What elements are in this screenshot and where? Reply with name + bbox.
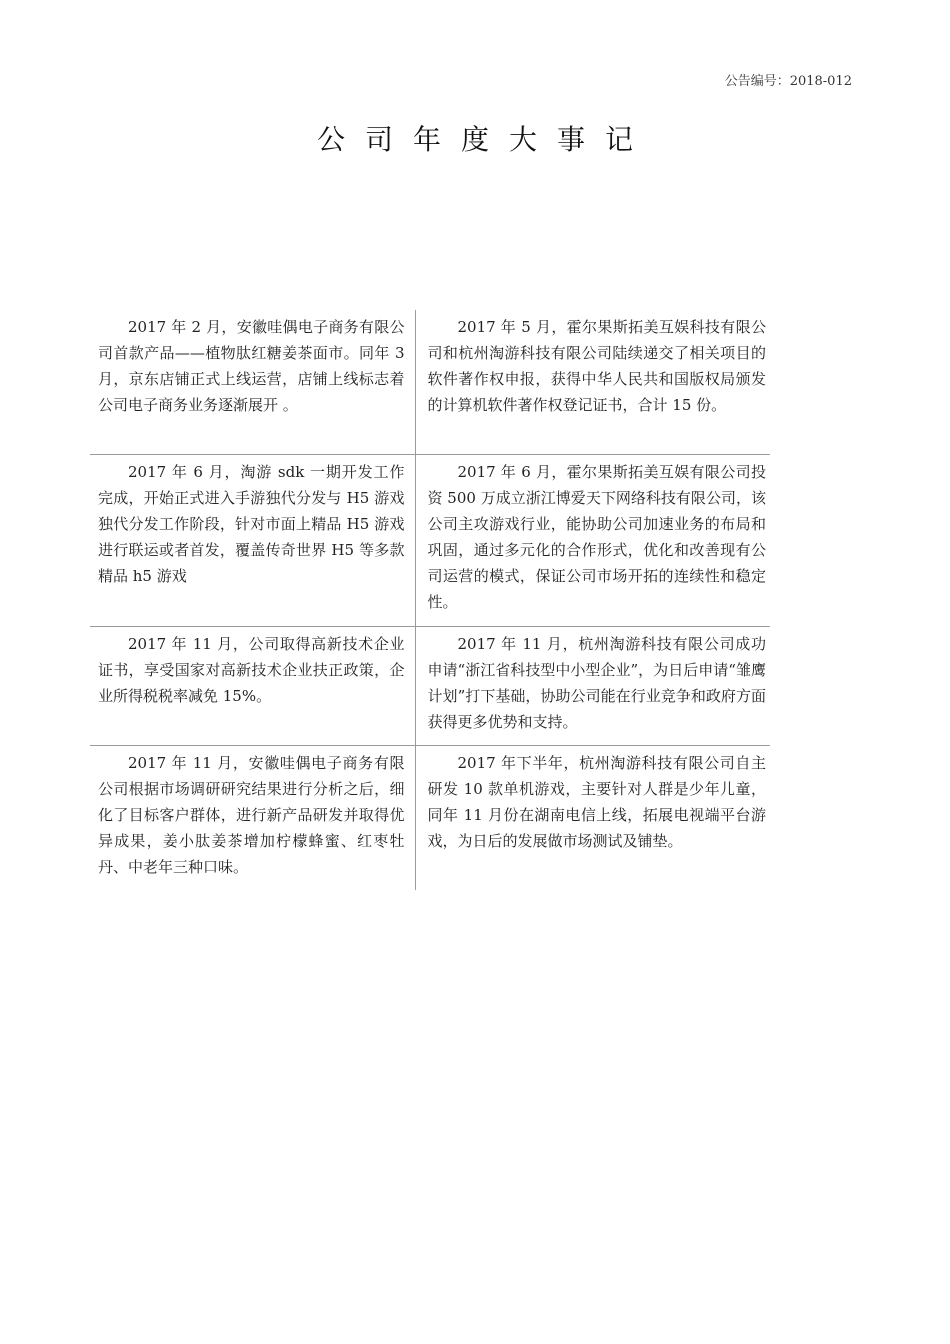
document-number: 公告编号：2018-012 xyxy=(724,74,852,89)
table-row xyxy=(90,454,770,626)
table-row xyxy=(90,626,770,745)
event-cell-right: 2017 年下半年，杭州淘游科技有限公司自主研发 10 款单机游戏，主要针对人群是少年儿童，同年 11 月份在湖南电信上线，拓展电视端平台游戏，为日后的发展做市场测试及铺垫。 xyxy=(415,745,770,890)
event-cell-right: 2017 年 5 月，霍尔果斯拓美互娱科技有限公司和杭州淘游科技有限公司陆续递交了相关项目的软件著作权申报，获得中华人民共和国版权局颁发的计算机软件著作权登记证书，合计 15 份。 xyxy=(427,318,766,414)
event-cell-left: 2017 年 11 月，公司取得高新技术企业证书，享受国家对高新技术企业扶正政策，企业所得税税率减免 15%。 xyxy=(90,626,415,745)
event-cell-left: 2017 年 6 月，淘游 sdk 一期开发工作完成，开始正式进入手游独代分发与 H5 游戏独代分发工作阶段，针对市面上精品 H5 游戏进行联运或者首发，覆盖传奇世界 H5 等多款精品 h5 游戏 xyxy=(90,454,415,626)
event-cell-right: 2017 年 6 月，霍尔果斯拓美互娱有限公司投资 500 万成立浙江博爱天下网络科技有限公司，该公司主攻游戏行业，能协助公司加速业务的布局和巩固，通过多元化的合作形式，优化和改善现有公司运营的模式，保证公司市场开拓的连续性和稳定性。 xyxy=(415,454,770,626)
table-row xyxy=(90,745,770,890)
page-title: 公司年度大事记 xyxy=(316,123,653,156)
event-cell-left: 2017 年 11 月，安徽哇偶电子商务有限公司根据市场调研研究结果进行分析之后，细化了目标客户群体，进行新产品研发并取得优异成果，姜小肽姜茶增加柠檬蜂蜜、红枣牡丹、中老年三种口味。 xyxy=(90,745,415,890)
table-row xyxy=(90,310,770,454)
events-table xyxy=(90,310,770,890)
event-cell-left: 2017 年 2 月，安徽哇偶电子商务有限公司首款产品——植物肽红糖姜茶面市。同年 3 月，京东店铺正式上线运营，店铺上线标志着公司电子商务业务逐渐展开 。 xyxy=(90,310,415,454)
event-cell-right: 2017 年 11 月，杭州淘游科技有限公司成功申请“浙江省科技型中小型企业”，为日后申请“雏鹰计划”打下基础，协助公司能在行业竞争和政府方面获得更多优势和支持。 xyxy=(415,626,770,745)
